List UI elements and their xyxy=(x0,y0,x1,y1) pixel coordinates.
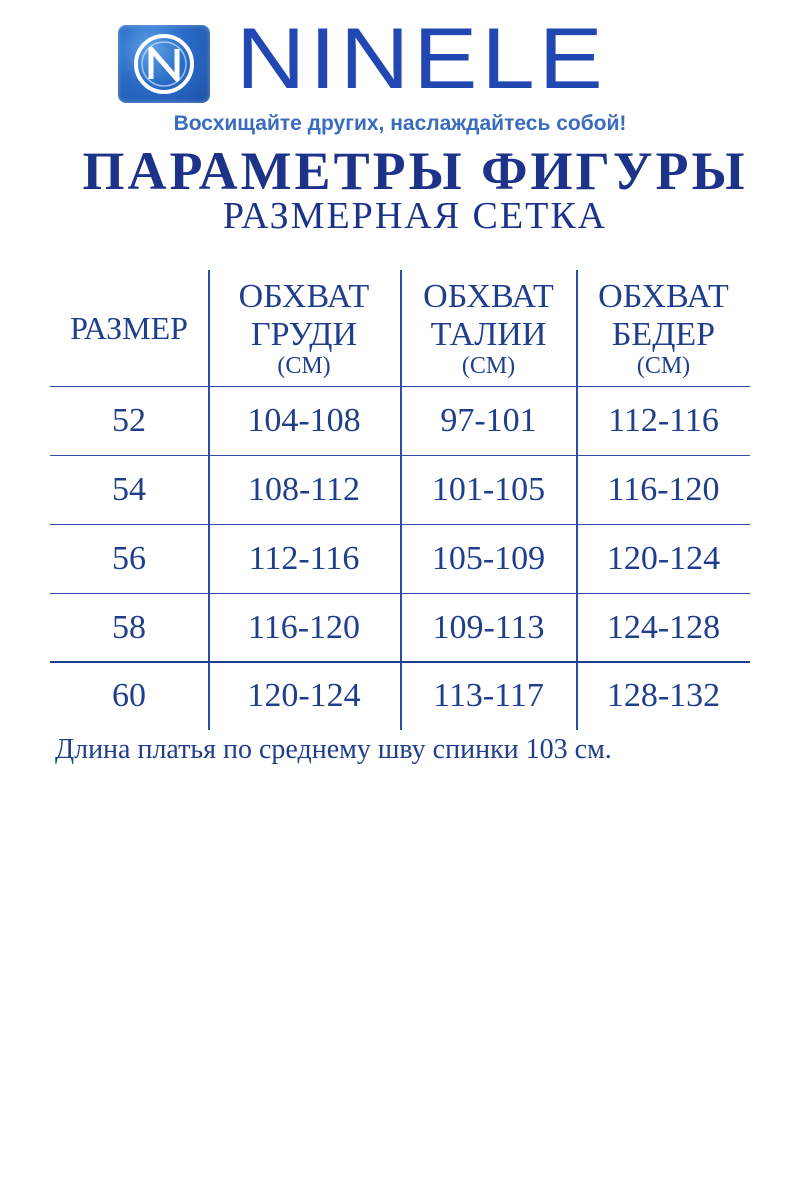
page-subtitle: РАЗМЕРНАЯ СЕТКА xyxy=(222,195,608,237)
waist-value: 101-105 xyxy=(431,470,546,508)
header-size-label: РАЗМЕР xyxy=(70,309,188,346)
header-hips-line1: ОБХВАТ xyxy=(598,278,729,315)
page-title: ПАРАМЕТРЫ ФИГУРЫ xyxy=(82,141,748,201)
ninele-monogram-icon xyxy=(118,25,210,103)
size-value: 60 xyxy=(112,677,146,714)
chest-value: 104-108 xyxy=(247,401,361,439)
waist-value: 105-109 xyxy=(431,539,546,577)
waist-value: 109-113 xyxy=(432,608,545,646)
chest-value: 116-120 xyxy=(247,608,361,646)
size-value: 54 xyxy=(112,470,146,508)
hips-value: 120-124 xyxy=(606,539,721,577)
brand-name: NINELE xyxy=(236,10,607,107)
table-row xyxy=(50,455,750,524)
header-size xyxy=(50,270,208,386)
table-row xyxy=(50,386,750,455)
header-hips xyxy=(577,270,750,386)
header-chest-unit: (СМ) xyxy=(277,353,331,379)
chest-value: 112-116 xyxy=(248,539,360,577)
hips-value: 116-120 xyxy=(607,470,720,508)
header-waist-line2: ТАЛИИ xyxy=(430,316,547,353)
waist-value: 97-101 xyxy=(440,401,537,439)
size-value: 52 xyxy=(112,401,146,439)
table-row xyxy=(50,593,750,662)
waist-value: 113-117 xyxy=(433,677,544,714)
hips-value: 128-132 xyxy=(606,677,721,714)
dress-length-note: Длина платья по среднему шву спинки 103 см. xyxy=(55,734,612,765)
size-value: 56 xyxy=(112,539,146,577)
header-chest-line1: ОБХВАТ xyxy=(238,278,370,315)
header-chest-line2: ГРУДИ xyxy=(250,316,358,353)
table-row xyxy=(50,662,750,730)
header-waist-line1: ОБХВАТ xyxy=(423,278,554,315)
table-header-row xyxy=(50,270,750,386)
header-waist xyxy=(400,270,577,386)
header-hips-line2: БЕДЕР xyxy=(611,316,716,353)
brand-logo xyxy=(118,10,698,107)
chest-value: 108-112 xyxy=(247,470,361,508)
chest-value: 120-124 xyxy=(247,677,361,714)
header-chest xyxy=(208,270,400,386)
size-value: 58 xyxy=(112,608,146,646)
header-hips-unit: (СМ) xyxy=(636,353,691,379)
header-waist-unit: (СМ) xyxy=(461,353,516,379)
hips-value: 124-128 xyxy=(606,608,721,646)
brand-tagline: Восхищайте других, наслаждайтесь собой! xyxy=(173,112,627,135)
table-row xyxy=(50,524,750,593)
hips-value: 112-116 xyxy=(608,401,719,439)
